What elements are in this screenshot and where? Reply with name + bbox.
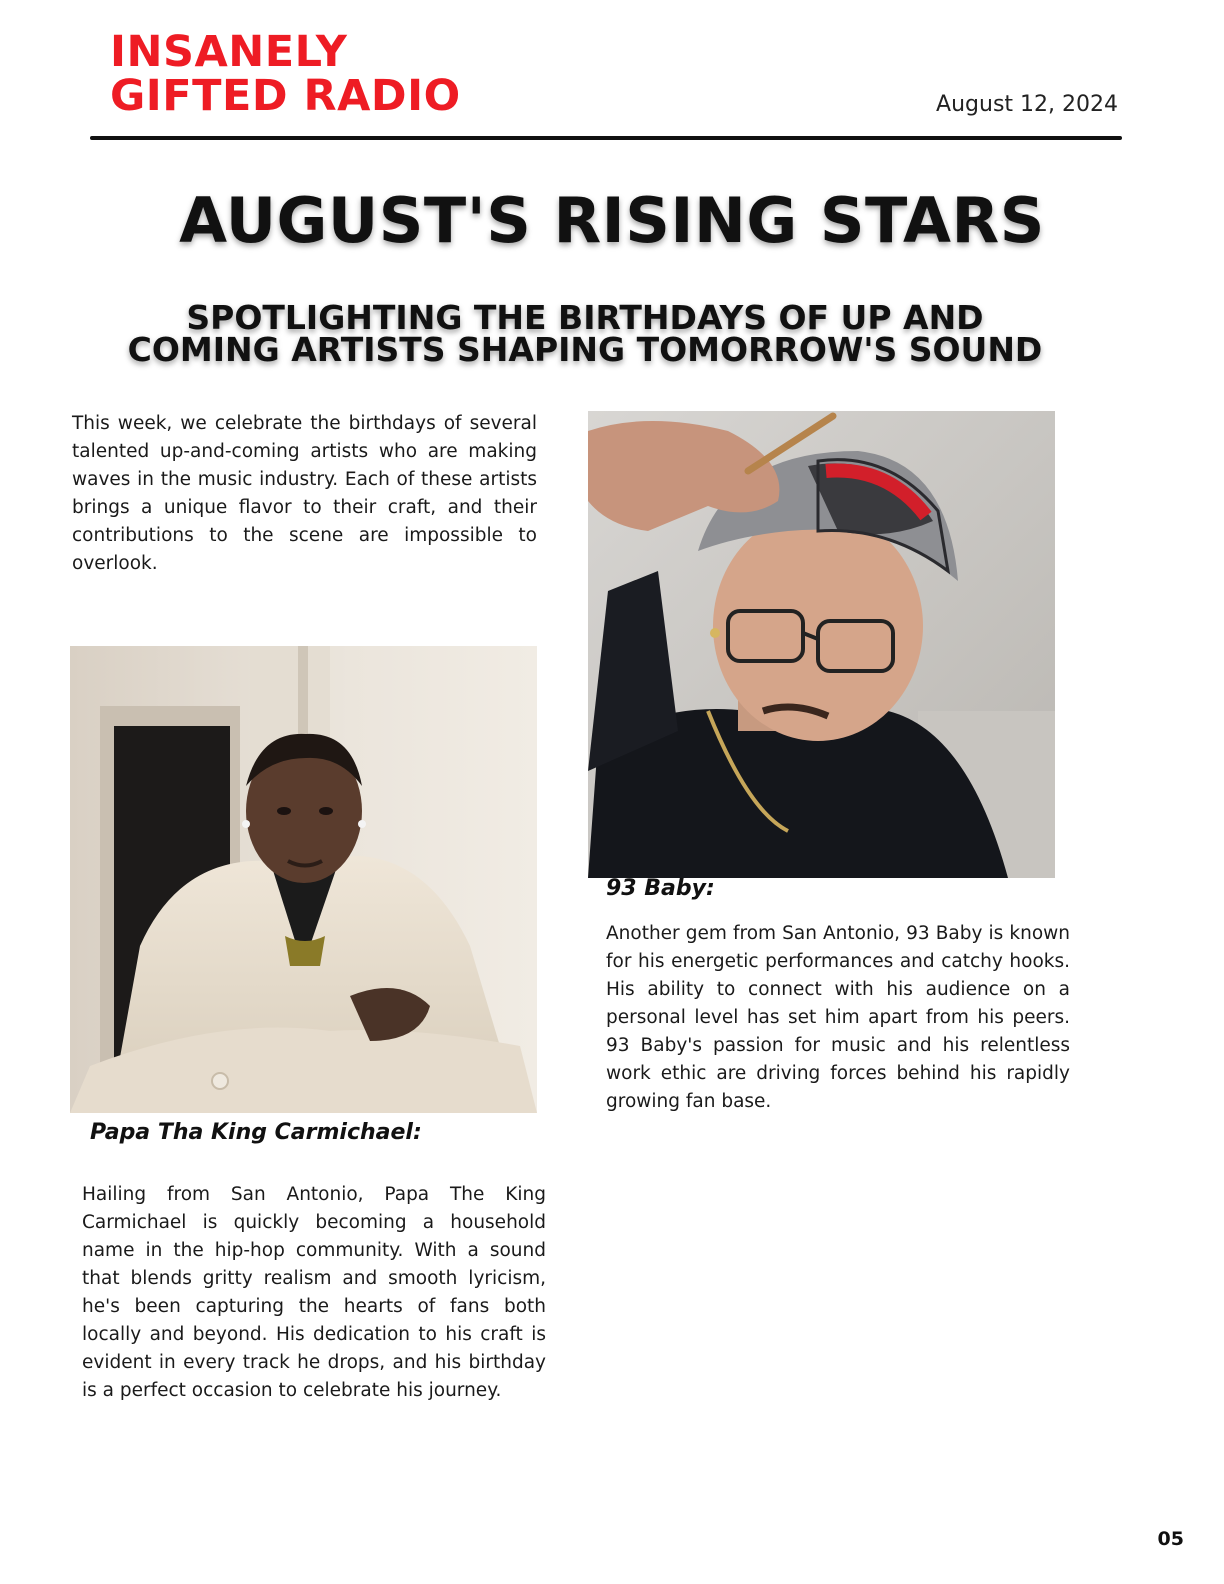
page-number: 05 [1157,1528,1184,1550]
publication-logo [110,27,630,121]
artist-bio-93-baby: Another gem from San Antonio, 93 Baby is known for his energetic performances and catchy hooks. His ability to connect with his audience on a personal level has set him apart from his peers. 93 Baby's passion for music and his relentless work ethic are driving forces behind his rapidly growing fan base. [606,923,1070,1112]
article-subheadline: SPOTLIGHTING THE BIRTHDAYS OF UP AND COMING ARTISTS SHAPING TOMORROW'S SOUND [127,298,1043,369]
brand-line-1: INSANELY [110,27,348,77]
brand-line-2: GIFTED RADIO [110,71,461,121]
artist-photo-papa [70,646,537,1113]
artist-bio-papa: Hailing from San Antonio, Papa The King Carmichael is quickly becoming a household name in the hip-hop community. With a sound that blends gritty realism and smooth lyricism, he's been capturing the hearts of fans both locally and beyond. His dedication to his craft is evident in every track he drops, and his birthday is a perfect occasion to celebrate his journey. [82,1184,546,1401]
article-headline: AUGUST'S RISING STARS [179,184,1045,257]
article-intro: This week, we celebrate the birthdays of several talented up-and-coming artists who are making waves in the music industry. Each of these artists brings a unique flavor to their craft, and their contributions to the scene are impossible to overlook. [72,413,537,574]
artist-photo-93-baby [588,411,1055,878]
artist-name-93-baby: 93 Baby: [606,876,715,901]
header-divider [90,136,1122,140]
issue-date: August 12, 2024 [936,92,1118,117]
artist-name-papa: Papa Tha King Carmichael: [90,1120,422,1145]
